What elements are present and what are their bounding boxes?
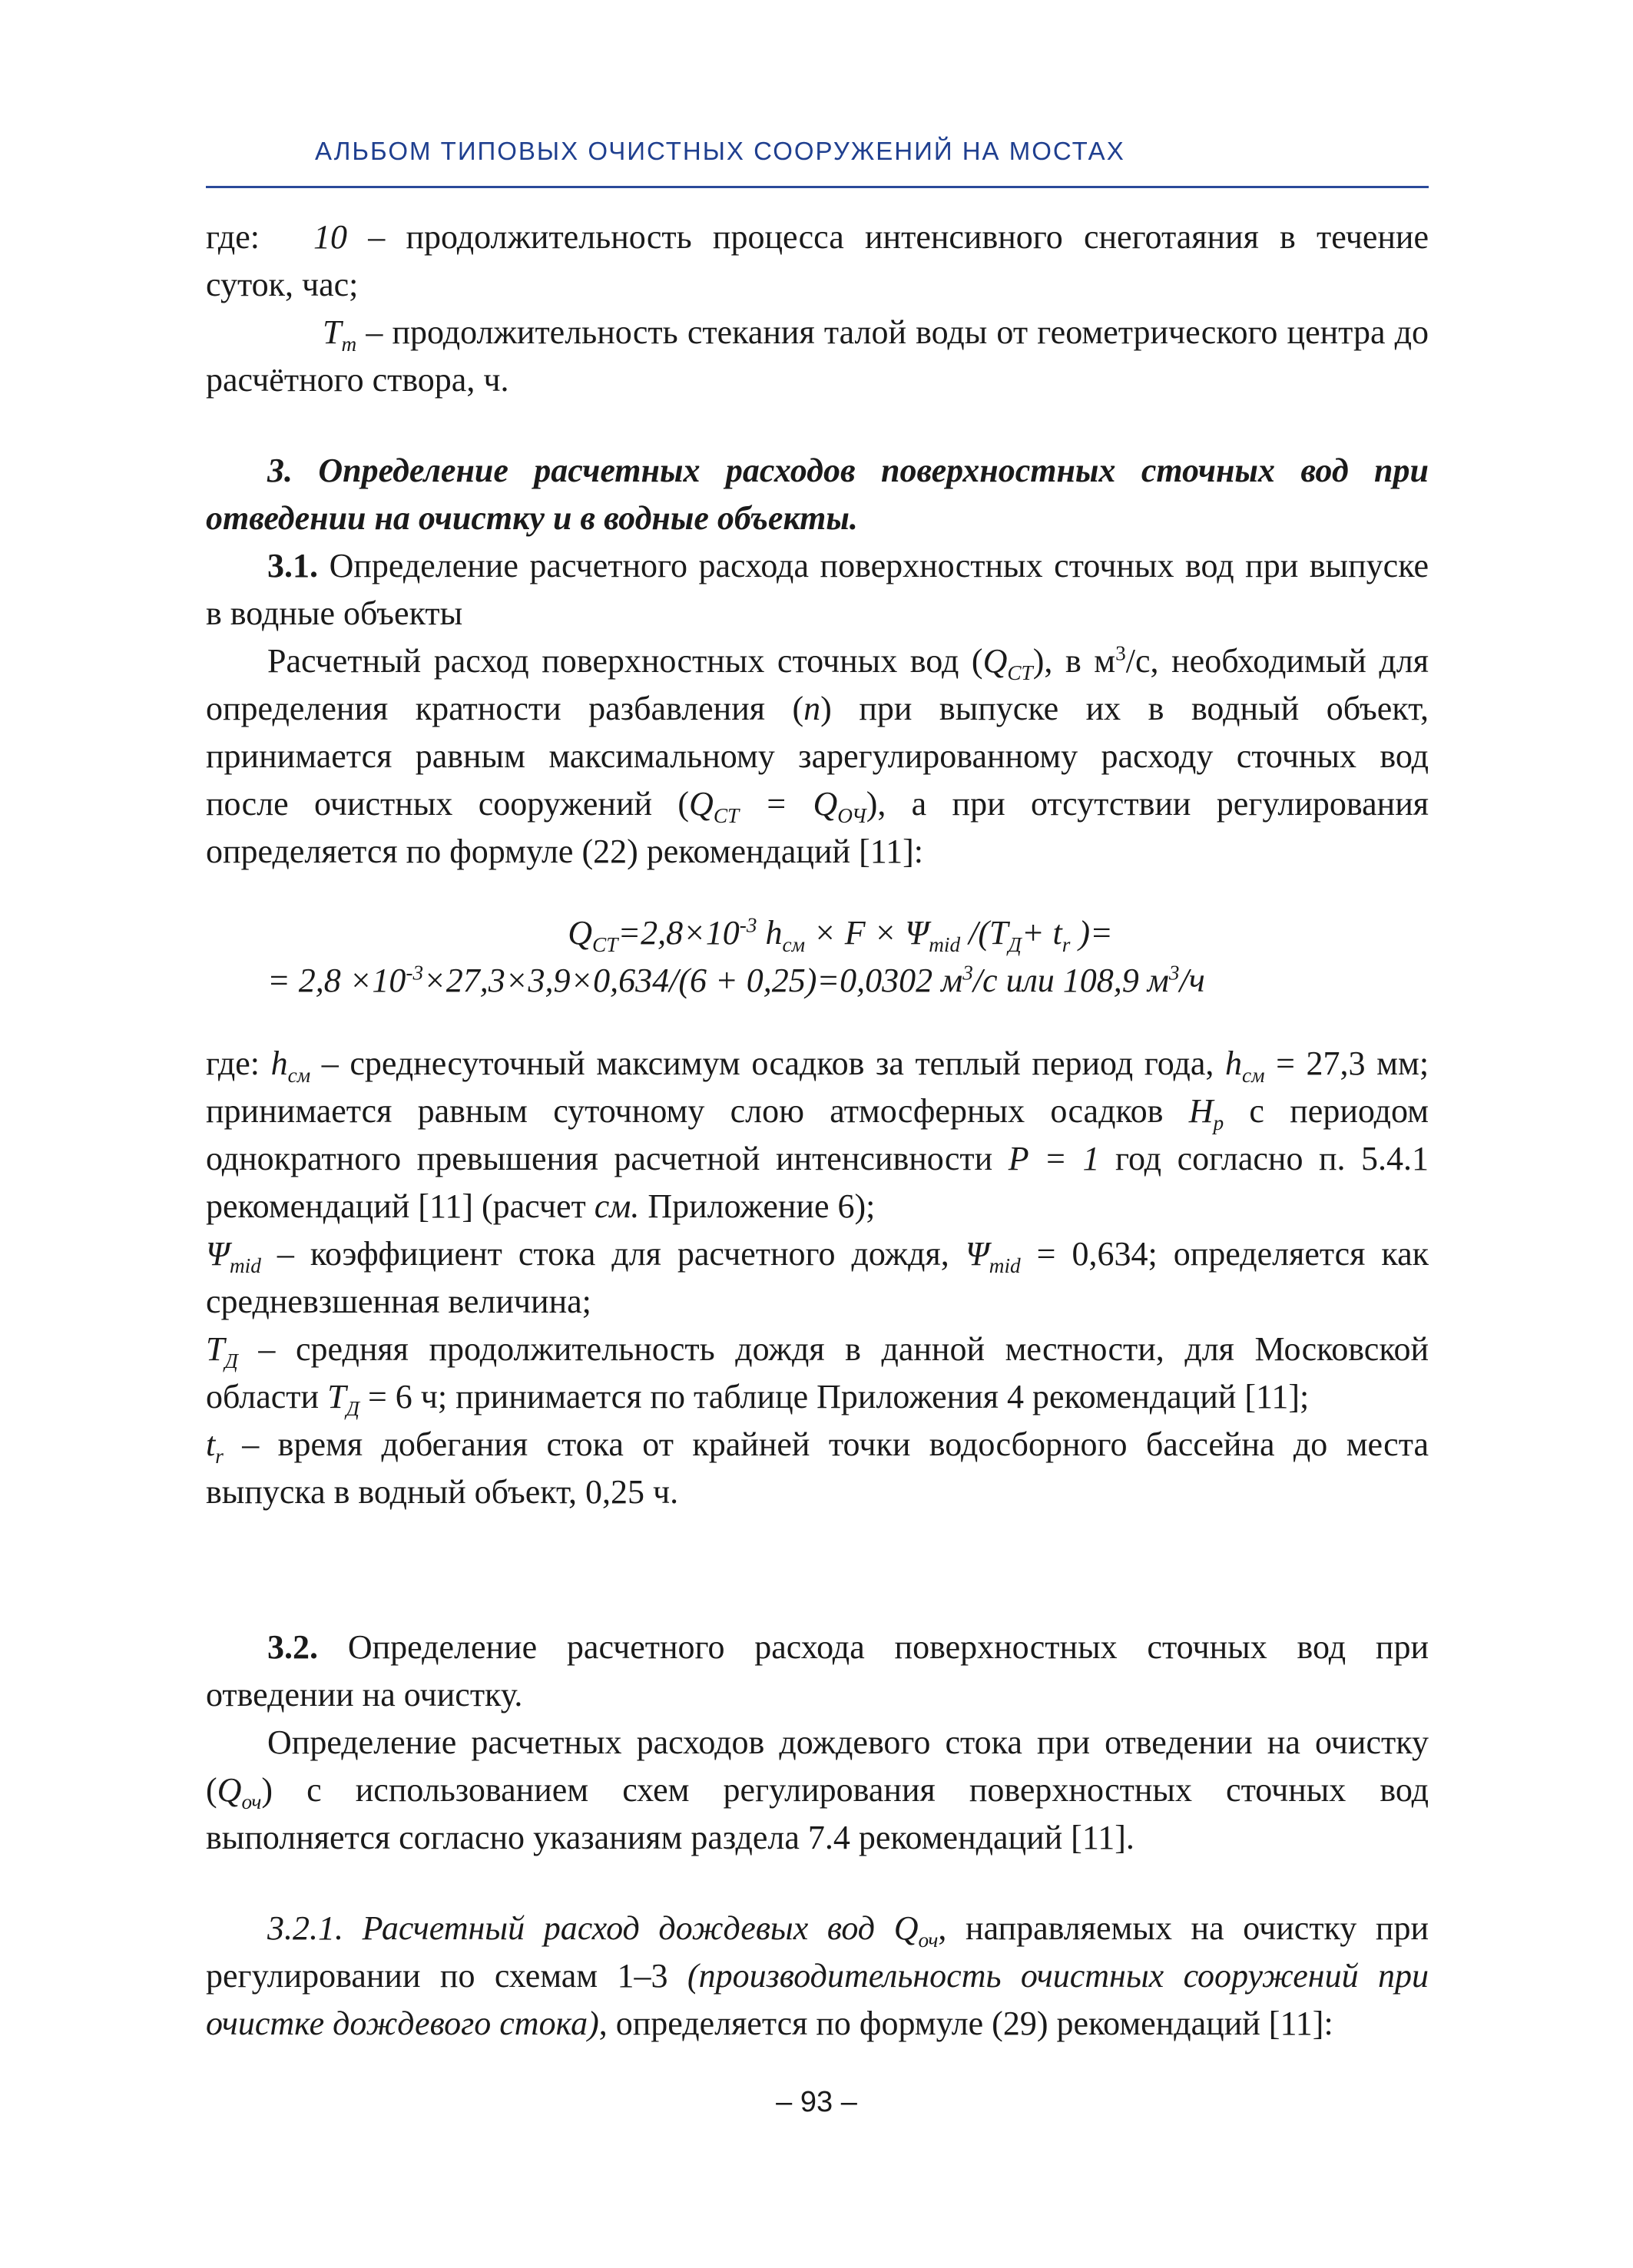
section-3-1-paragraph: Расчетный расход поверхностных сточных вод $(Q_{СТ})$, в $м^3/с$, необходимый для определения кратности разбавления (n) при выпуске их в водный объект, принимается равным максимальному зарегулированному расходу сточных вод после очистных сооружений $(Q_{СТ} = Q_{ОЧ})$, а при отсутствии регулирования определяется по формуле (22) рекомендаций [11]: <box>206 641 1429 870</box>
formula-line-2: = $2,8 \times 10^{-3}\times 27,3\times 3,9\times 0,634/(6 + 0,25)=0,0302$ $м^3/с$ или 108,9 $м^3/ч$ <box>267 961 1205 999</box>
header-rule <box>206 186 1429 188</box>
intro-item-10: где: 10 – продолжительность процесса интенсивного снеготаяния в течение суток, час; <box>206 218 1429 303</box>
section-3-heading: 3. Определение расчетных расходов поверхностных сточных вод при отведении на очистку и в водные объекты. <box>206 452 1429 537</box>
section-3-1-title: 3.1. Определение расчетного расхода поверхностных сточных вод при выпуске в водные объекты <box>206 547 1429 632</box>
where-tr: $t_r$ – время добегания стока от крайней точки водосборного бассейна до места выпуска в водный объект, 0,25 ч. <box>206 1425 1429 1511</box>
section-3-2-paragraph: Определение расчетных расходов дождевого стока при отведении на очистку $(Q_{оч})$ с использованием схем регулирования поверхностных сточных вод выполняется согласно указаниям раздела 7.4 рекомендаций [11]. <box>206 1723 1429 1856</box>
where-psi: $\Psi_{mid}$ – коэффициент стока для расчетного дождя, $\Psi_{mid} = 0,634$; определяется как средневзшенная величина; <box>206 1235 1429 1320</box>
section-3-2-1-paragraph: 3.2.1. Расчетный расход дождевых вод $Q_{оч}$, направляемых на очистку при регулировании по схемам 1–3 (производительность очистных сооружений при очистке дождевого стока), определяется по формуле (29) рекомендаций [11]: <box>206 1909 1429 2042</box>
running-header: АЛЬБОМ ТИПОВЫХ ОЧИСТНЫХ СООРУЖЕНИЙ НА МОСТАХ <box>315 137 1125 165</box>
page-body <box>206 214 1429 2048</box>
where-h-sm: где: $h_{см}$ – среднесуточный максимум осадков за теплый период года, $h_{см} = 27,3$ мм; принимается равным суточному слою атмосферных осадков $H_p$ с периодом однократного превышения расчетной интенсивности P = 1 год согласно п. 5.4.1 рекомендаций [11] (расчет см. Приложение 6); <box>206 1045 1429 1225</box>
intro-item-tt: $T_т$ – продолжительность стекания талой воды от геометрического центра до расчётного створа, ч. <box>206 313 1429 399</box>
where-td: $T_Д$ – средняя продолжительность дождя в данной местности, для Московской области $T_Д = 6$ ч; принимается по таблице Приложения 4 рекомендаций [11]; <box>206 1330 1429 1420</box>
formula-qst <box>206 909 1429 1005</box>
formula-line-1: $Q_{СТ}=2,8\times 10^{-3}$ $h_{см} \times F \times \Psi_{mid}$ $/(T_Д+ t_r$ )= <box>568 913 1113 956</box>
section-3-2-title: 3.2. Определение расчетного расхода поверхностных сточных вод при отведении на очистку. <box>206 1628 1429 1713</box>
page-number: – 93 – <box>776 2086 857 2118</box>
